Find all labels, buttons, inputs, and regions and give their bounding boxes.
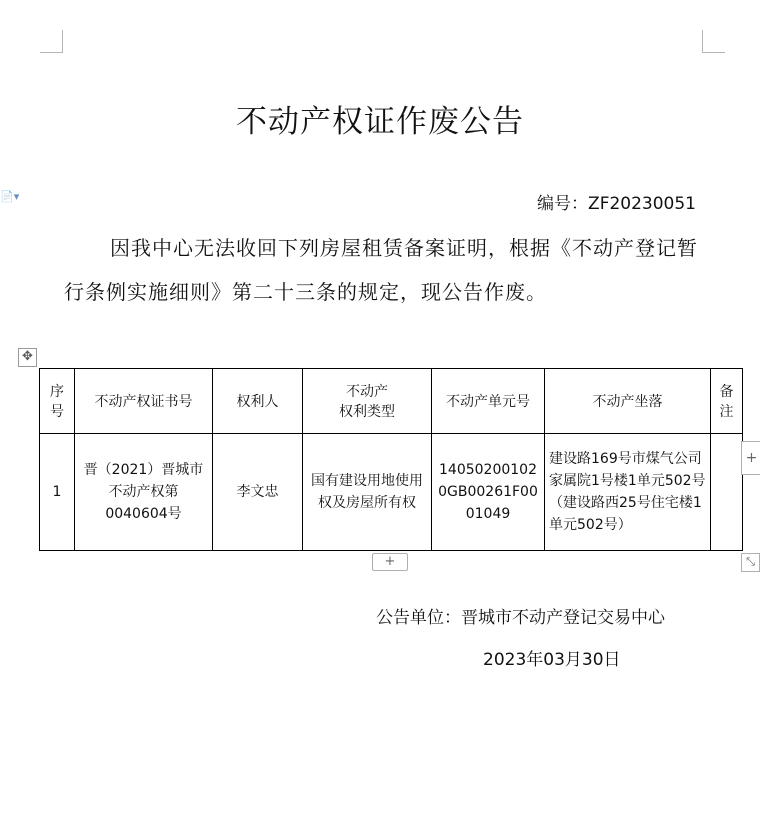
page-corner-top-right xyxy=(702,30,725,53)
paragraph-menu-icon[interactable]: 📄▾ xyxy=(0,190,20,203)
cell-right-type: 国有建设用地使用权及房屋所有权 xyxy=(303,434,432,551)
document-title: 不动产权证作废公告 xyxy=(236,104,524,140)
issuer-line: 公告单位：晋城市不动产登记交易中心 xyxy=(376,608,665,628)
table-header-row xyxy=(40,369,743,434)
table-row xyxy=(40,434,743,551)
cell-unit-no: 140502001020GB00261F0001049 xyxy=(432,434,545,551)
header-right-type-line1: 不动产 xyxy=(346,384,388,400)
document-number: 编号：ZF20230051 xyxy=(537,194,696,214)
certificate-table xyxy=(39,368,743,551)
cell-holder: 李文忠 xyxy=(213,434,303,551)
header-location: 不动产坐落 xyxy=(545,369,711,434)
table-move-handle-icon[interactable]: ✥ xyxy=(18,348,37,367)
header-holder: 权利人 xyxy=(213,369,303,434)
cell-location: 建设路169号市煤气公司家属院1号楼1单元502号（建设路西25号住宅楼1单元502号） xyxy=(545,434,711,551)
cell-seq: 1 xyxy=(40,434,75,551)
table-resize-icon[interactable]: ⤡ xyxy=(741,553,760,572)
add-column-button[interactable]: + xyxy=(741,441,760,475)
header-right-type xyxy=(303,369,432,434)
header-seq: 序号 xyxy=(40,369,75,434)
cell-cert-no: 晋（2021）晋城市不动产权第0040604号 xyxy=(75,434,213,551)
issue-date: 2023年03月30日 xyxy=(483,650,621,670)
header-right-type-line2: 权利类型 xyxy=(339,404,395,420)
page-corner-top-left xyxy=(40,30,63,53)
header-unit-no: 不动产单元号 xyxy=(432,369,545,434)
add-row-button[interactable]: + xyxy=(372,553,408,571)
header-cert-no: 不动产权证书号 xyxy=(75,369,213,434)
body-paragraph: 因我中心无法收回下列房屋租赁备案证明，根据《不动产登记暂行条例实施细则》第二十三条的规定，现公告作废。 xyxy=(64,236,698,304)
header-remark: 备注 xyxy=(711,369,743,434)
cell-remark xyxy=(711,434,743,551)
